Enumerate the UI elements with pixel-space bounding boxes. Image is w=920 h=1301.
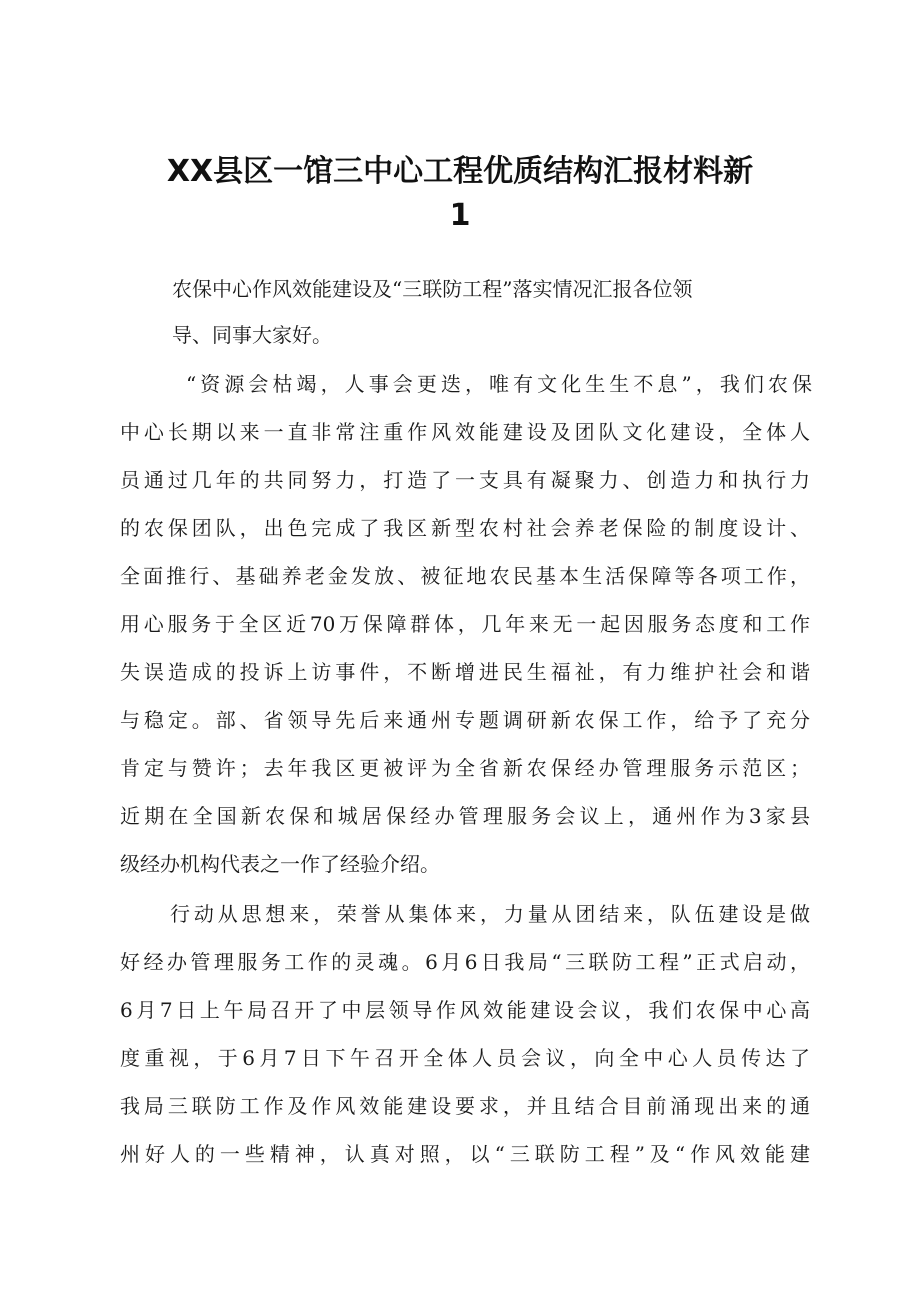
paragraph-line: 行动从思想来，荣誉从集体来，力量从团结来，队伍建设是做 xyxy=(170,902,810,926)
paragraph-line: 6月7日上午局召开了中层领导作风效能建设会议，我们农保中心高 xyxy=(120,998,810,1022)
paragraph-line: 好经办管理服务工作的灵魂。6月6日我局“三联防工程”正式启动， xyxy=(120,950,810,974)
paragraph-line: 度重视，于6月7日下午召开全体人员会议，向全中心人员传达了 xyxy=(120,1046,810,1070)
paragraph-line: 与稳定。部、省领导先后来通州专题调研新农保工作，给予了充分 xyxy=(120,708,810,732)
paragraph-line: 州好人的一些精神，认真对照，以“三联防工程”及“作风效能建 xyxy=(120,1142,810,1166)
intro-line: 农保中心作风效能建设及“三联防工程”落实情况汇报各位领 xyxy=(172,277,693,301)
document-title-number: 1 xyxy=(449,198,471,233)
paragraph-line: 中心长期以来一直非常注重作风效能建设及团队文化建设，全体人 xyxy=(120,420,810,444)
paragraph-line: 级经办机构代表之一作了经验介绍。 xyxy=(120,852,440,876)
paragraph-line: 我局三联防工作及作风效能建设要求，并且结合目前涌现出来的通 xyxy=(120,1094,810,1118)
paragraph-line: 肯定与赞许；去年我区更被评为全省新农保经办管理服务示范区； xyxy=(120,756,810,780)
intro-line: 导、同事大家好。 xyxy=(172,323,332,347)
paragraph-line: 失误造成的投诉上访事件，不断增进民生福祉，有力维护社会和谐 xyxy=(120,660,810,684)
document-title: XX县区一馆三中心工程优质结构汇报材料新 xyxy=(166,154,754,189)
paragraph-line: 全面推行、基础养老金发放、被征地农民基本生活保障等各项工作， xyxy=(120,564,810,588)
paragraph-line: 的农保团队，出色完成了我区新型农村社会养老保险的制度设计、 xyxy=(120,516,810,540)
paragraph-line: “资源会枯竭，人事会更迭，唯有文化生生不息”，我们农保 xyxy=(186,372,812,396)
paragraph-line: 员通过几年的共同努力，打造了一支具有凝聚力、创造力和执行力 xyxy=(120,468,810,492)
paragraph-line: 用心服务于全区近70万保障群体，几年来无一起因服务态度和工作 xyxy=(120,612,810,636)
paragraph-line: 近期在全国新农保和城居保经办管理服务会议上，通州作为3家县 xyxy=(120,804,810,828)
